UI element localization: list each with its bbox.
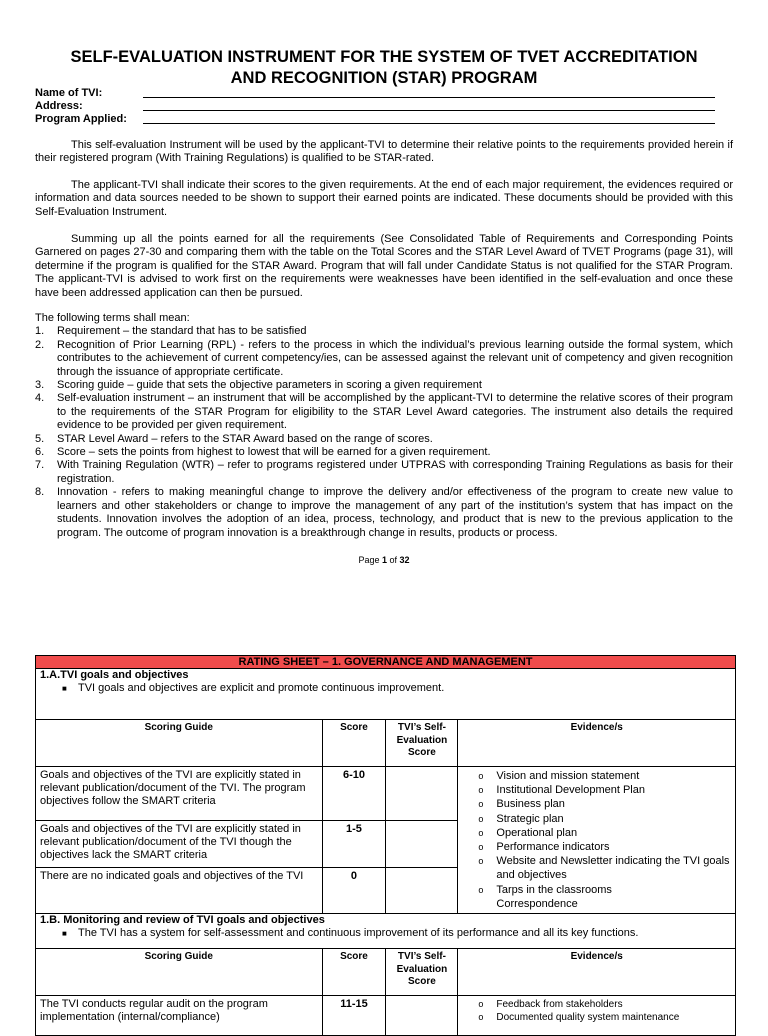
bullet-icon: ■ bbox=[62, 684, 67, 693]
intro-paragraph-1: This self-evaluation Instrument will be used by the applicant-TVI to determine their relative points to the requirements provided herein if their registered program (With Training Regulations) is qualified to be STAR-rated. bbox=[35, 139, 733, 165]
section-description: TVI goals and objectives are explicit and promote continuous improvement. bbox=[78, 682, 445, 694]
col-scoring-guide: Scoring Guide bbox=[36, 720, 323, 767]
field-label-name: Name of TVI: bbox=[35, 87, 103, 99]
document-title bbox=[30, 47, 738, 89]
evidence-item: Performance indicators bbox=[496, 841, 610, 854]
col-evidence: Evidence/s bbox=[458, 949, 736, 996]
circle-bullet-icon: o bbox=[478, 856, 484, 867]
circle-bullet-icon: o bbox=[478, 799, 484, 810]
scoring-guide-cell: There are no indicated goals and objectives of the TVI bbox=[36, 867, 323, 913]
score-cell: 1-5 bbox=[322, 821, 386, 867]
term-item: 3. Scoring guide – guide that sets the objective parameters in scoring a given requirement bbox=[35, 379, 482, 392]
scoring-guide-cell: The TVI conducts regular audit on the program implementation (internal/compliance) bbox=[36, 996, 323, 1036]
circle-bullet-icon: o bbox=[478, 999, 484, 1010]
name-blank-line[interactable] bbox=[143, 97, 715, 98]
score-cell: 6-10 bbox=[322, 767, 386, 821]
scoring-guide-cell: Goals and objectives of the TVI are explicitly stated in relevant publication/document of the TVI. The program objectives follow the SMART criteria bbox=[36, 767, 323, 821]
self-score-input[interactable] bbox=[386, 867, 458, 913]
intro-paragraph-2: The applicant-TVI shall indicate their scores to the given requirements. At the end of each major requirement, the evidences required or information and data sources needed to be shown to support their earned points are indicated. These documents should be provided with this Self-Evaluation Instrument. bbox=[35, 179, 733, 218]
evidence-list bbox=[458, 996, 736, 1036]
terms-list bbox=[35, 312, 733, 540]
term-item: 8. Innovation - refers to making meaningful change to improve the delivery and/or effectiveness of the program to create new value to learners and other stakeholders or change to improve the management of any part of the institution’s system that has impact on the students. Innovation involves the adoption of an idea, process, technology, and product that is new to the previous application to the program. The outcome of program innovation is a breakthrough change in results, products or process. bbox=[35, 486, 733, 539]
intro-paragraph-3: Summing up all the points earned for all the requirements (See Consolidated Table of Requirements and Corresponding Points Garnered on pages 27-30 and comparing them with the table on the Total Scores and the STAR Level Award of TVET Programs (page 31), will determine if the program is qualified for the STAR Award. Program that will fall under Candidate Status is not qualified for the STAR Program. The applicant-TVI is advised to work first on the requirements were weaknesses have been identified in the self-evaluation and once these have been addressed application can then be pursued. bbox=[35, 233, 733, 299]
circle-bullet-icon: o bbox=[478, 884, 484, 895]
evidence-item: Documented quality system maintenance bbox=[496, 1012, 680, 1024]
evidence-item: Operational plan bbox=[496, 826, 578, 839]
col-evidence: Evidence/s bbox=[458, 720, 736, 767]
circle-bullet-icon: o bbox=[478, 771, 484, 781]
self-score-input[interactable] bbox=[386, 996, 458, 1036]
evidence-item: Correspondence bbox=[496, 897, 578, 910]
self-score-input[interactable] bbox=[386, 767, 458, 821]
col-self-evaluation: TVI’s Self-Evaluation Score bbox=[386, 720, 458, 767]
circle-bullet-icon: o bbox=[478, 1012, 484, 1023]
evidence-item: Vision and mission statement bbox=[496, 770, 640, 782]
circle-bullet-icon: o bbox=[478, 785, 484, 796]
evidence-item: Tarps in the classrooms bbox=[496, 883, 612, 896]
rating-sheet-table bbox=[35, 655, 736, 1036]
section-1a-row bbox=[36, 669, 736, 720]
score-cell: 11-15 bbox=[322, 996, 386, 1036]
bullet-icon: ■ bbox=[62, 929, 67, 939]
section-description: The TVI has a system for self-assessment and continuous improvement of its performance and all its key functions. bbox=[78, 927, 639, 940]
rating-sheet-header: RATING SHEET – 1. GOVERNANCE AND MANAGEMENT bbox=[36, 656, 736, 669]
title-line-1: SELF-EVALUATION INSTRUMENT FOR THE SYSTEM OF TVET ACCREDITATION bbox=[70, 48, 698, 66]
terms-intro: The following terms shall mean: bbox=[35, 312, 190, 324]
field-label-address: Address: bbox=[35, 100, 83, 112]
evidence-list bbox=[458, 767, 736, 914]
section-title: 1.B. Monitoring and review of TVI goals and objectives bbox=[40, 914, 325, 927]
term-item: 5. STAR Level Award – refers to the STAR Award based on the range of scores. bbox=[35, 432, 433, 445]
term-item: 6. Score – sets the points from highest to lowest that will be earned for a given requirement. bbox=[35, 446, 491, 459]
term-item: 1. Requirement – the standard that has to be satisfied bbox=[35, 325, 307, 338]
evidence-item: Business plan bbox=[496, 798, 565, 811]
term-item: 7. With Training Regulation (WTR) – refer to programs registered under UTPRAS with corresponding Training Regulations as basis for their registration. bbox=[35, 459, 733, 485]
evidence-item: Strategic plan bbox=[496, 812, 564, 825]
field-label-program: Program Applied: bbox=[35, 113, 127, 125]
evidence-item: Institutional Development Plan bbox=[496, 784, 645, 797]
col-scoring-guide: Scoring Guide bbox=[36, 949, 323, 996]
self-score-input[interactable] bbox=[386, 821, 458, 867]
circle-bullet-icon: o bbox=[478, 842, 484, 853]
col-self-evaluation: TVI’s Self-Evaluation Score bbox=[386, 949, 458, 996]
col-score: Score bbox=[322, 949, 386, 996]
title-line-2: AND RECOGNITION (STAR) PROGRAM bbox=[230, 69, 538, 87]
term-item: 2. Recognition of Prior Learning (RPL) - refers to the process in which the individual’s previous learning outside the formal system, which contributes to the achievement of current competency/ies, can be assessed against the relevant unit of competency and given recognition through the issuance of appropriate certificate. bbox=[35, 338, 733, 378]
score-cell: 0 bbox=[322, 867, 386, 913]
section-1b-row bbox=[36, 914, 736, 949]
evidence-item: Website and Newsletter indicating the TVI goals and objectives bbox=[496, 855, 730, 882]
circle-bullet-icon: o bbox=[478, 827, 484, 838]
circle-bullet-icon: o bbox=[478, 813, 484, 824]
term-item: 4. Self-evaluation instrument – an instrument that will be accomplished by the applicant-TVI to determine the relative scores of their program to the requirements of the STAR Program for eligibility to the STAR Level Award categories. The instrument also details the required evidence to be provided per given requirement. bbox=[35, 392, 733, 432]
section-title: 1.A.TVI goals and objectives bbox=[40, 669, 189, 681]
scoring-guide-cell: Goals and objectives of the TVI are explicitly stated in relevant publication/document of the TVI though the objectives lack the SMART criteria bbox=[36, 821, 323, 867]
evidence-item: Feedback from stakeholders bbox=[496, 999, 623, 1011]
col-score: Score bbox=[322, 720, 386, 767]
address-blank-line[interactable] bbox=[143, 110, 715, 111]
program-blank-line[interactable] bbox=[143, 123, 715, 124]
page-number: Page 1 of 32 bbox=[358, 555, 410, 565]
